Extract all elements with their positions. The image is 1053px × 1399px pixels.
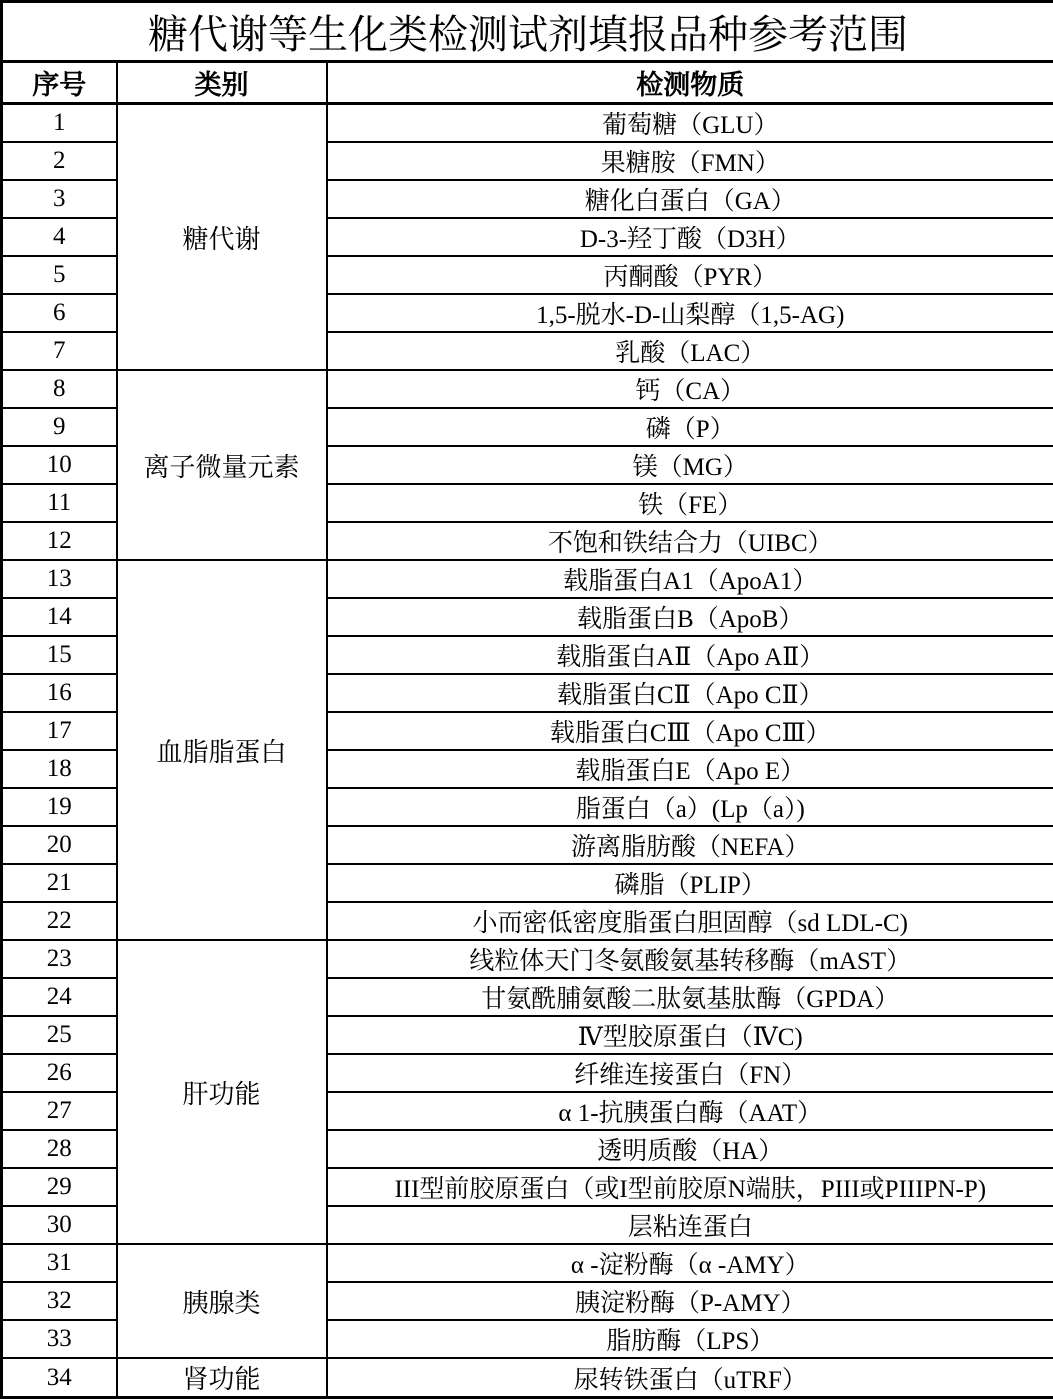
substance-cell: α 1-抗胰蛋白酶（AAT） <box>327 1092 1053 1130</box>
table-row <box>2 1358 1053 1398</box>
table-row <box>2 940 1053 978</box>
category-cell: 离子微量元素 <box>117 370 327 560</box>
row-index-cell: 5 <box>2 256 117 294</box>
row-index-cell: 8 <box>2 370 117 408</box>
table-row <box>2 1244 1053 1282</box>
substance-cell: 糖化白蛋白（GA） <box>327 180 1053 218</box>
row-index-cell: 31 <box>2 1244 117 1282</box>
col-header-index: 序号 <box>2 62 117 104</box>
substance-cell: 铁（FE） <box>327 484 1053 522</box>
substance-cell: 钙（CA） <box>327 370 1053 408</box>
table-row <box>2 370 1053 408</box>
row-index-cell: 3 <box>2 180 117 218</box>
substance-cell: 葡萄糖（GLU） <box>327 104 1053 143</box>
row-index-cell: 32 <box>2 1282 117 1320</box>
row-index-cell: 33 <box>2 1320 117 1358</box>
row-index-cell: 13 <box>2 560 117 598</box>
row-index-cell: 22 <box>2 902 117 940</box>
substance-cell: Ⅳ型胶原蛋白（ⅣC) <box>327 1016 1053 1054</box>
row-index-cell: 25 <box>2 1016 117 1054</box>
col-header-category: 类别 <box>117 62 327 104</box>
substance-cell: 载脂蛋白A1（ApoA1） <box>327 560 1053 598</box>
substance-cell: D-3-羟丁酸（D3H） <box>327 218 1053 256</box>
row-index-cell: 7 <box>2 332 117 370</box>
table-row <box>2 104 1053 143</box>
substance-cell: 载脂蛋白B（ApoB） <box>327 598 1053 636</box>
row-index-cell: 34 <box>2 1358 117 1398</box>
category-cell: 肾功能 <box>117 1358 327 1398</box>
substance-cell: 脂肪酶（LPS） <box>327 1320 1053 1358</box>
row-index-cell: 28 <box>2 1130 117 1168</box>
row-index-cell: 19 <box>2 788 117 826</box>
substance-cell: 载脂蛋白E（Apo E） <box>327 750 1053 788</box>
category-cell: 血脂脂蛋白 <box>117 560 327 940</box>
row-index-cell: 27 <box>2 1092 117 1130</box>
row-index-cell: 12 <box>2 522 117 560</box>
row-index-cell: 21 <box>2 864 117 902</box>
substance-cell: 甘氨酰脯氨酸二肽氨基肽酶（GPDA） <box>327 978 1053 1016</box>
substance-cell: 线粒体天门冬氨酸氨基转移酶（mAST） <box>327 940 1053 978</box>
col-header-substance: 检测物质 <box>327 62 1053 104</box>
substance-cell: 层粘连蛋白 <box>327 1206 1053 1244</box>
substance-cell: 尿转铁蛋白（uTRF） <box>327 1358 1053 1398</box>
row-index-cell: 10 <box>2 446 117 484</box>
substance-cell: 游离脂肪酸（NEFA） <box>327 826 1053 864</box>
row-index-cell: 1 <box>2 104 117 143</box>
row-index-cell: 6 <box>2 294 117 332</box>
table-row <box>2 560 1053 598</box>
page-title: 糖代谢等生化类检测试剂填报品种参考范围 <box>2 2 1053 62</box>
category-cell: 肝功能 <box>117 940 327 1244</box>
substance-cell: 透明质酸（HA） <box>327 1130 1053 1168</box>
substance-cell: 载脂蛋白CⅡ（Apo CⅡ） <box>327 674 1053 712</box>
category-cell: 糖代谢 <box>117 104 327 371</box>
substance-cell: 脂蛋白（a）(Lp（a）) <box>327 788 1053 826</box>
row-index-cell: 14 <box>2 598 117 636</box>
header-row <box>2 62 1053 104</box>
substance-cell: 磷（P） <box>327 408 1053 446</box>
substance-cell: 果糖胺（FMN） <box>327 142 1053 180</box>
row-index-cell: 11 <box>2 484 117 522</box>
row-index-cell: 2 <box>2 142 117 180</box>
row-index-cell: 15 <box>2 636 117 674</box>
row-index-cell: 16 <box>2 674 117 712</box>
title-row <box>2 2 1053 62</box>
substance-cell: III型前胶原蛋白（或I型前胶原N端肤，PIII或PIIIPN-P) <box>327 1168 1053 1206</box>
substance-cell: 乳酸（LAC） <box>327 332 1053 370</box>
row-index-cell: 4 <box>2 218 117 256</box>
category-cell: 胰腺类 <box>117 1244 327 1358</box>
row-index-cell: 30 <box>2 1206 117 1244</box>
substance-cell: 纤维连接蛋白（FN） <box>327 1054 1053 1092</box>
substance-cell: 1,5-脱水-D-山梨醇（1,5-AG) <box>327 294 1053 332</box>
row-index-cell: 23 <box>2 940 117 978</box>
substance-cell: 丙酮酸（PYR） <box>327 256 1053 294</box>
substance-cell: 胰淀粉酶（P-AMY） <box>327 1282 1053 1320</box>
row-index-cell: 24 <box>2 978 117 1016</box>
row-index-cell: 20 <box>2 826 117 864</box>
substance-cell: 小而密低密度脂蛋白胆固醇（sd LDL-C) <box>327 902 1053 940</box>
substance-cell: 不饱和铁结合力（UIBC） <box>327 522 1053 560</box>
substance-cell: 磷脂（PLIP） <box>327 864 1053 902</box>
substance-cell: 载脂蛋白AⅡ（Apo AⅡ） <box>327 636 1053 674</box>
row-index-cell: 18 <box>2 750 117 788</box>
row-index-cell: 17 <box>2 712 117 750</box>
substance-cell: α -淀粉酶（α -AMY） <box>327 1244 1053 1282</box>
substance-cell: 镁（MG） <box>327 446 1053 484</box>
row-index-cell: 26 <box>2 1054 117 1092</box>
row-index-cell: 9 <box>2 408 117 446</box>
table-body <box>2 104 1053 1398</box>
row-index-cell: 29 <box>2 1168 117 1206</box>
substance-cell: 载脂蛋白CⅢ（Apo CⅢ） <box>327 712 1053 750</box>
